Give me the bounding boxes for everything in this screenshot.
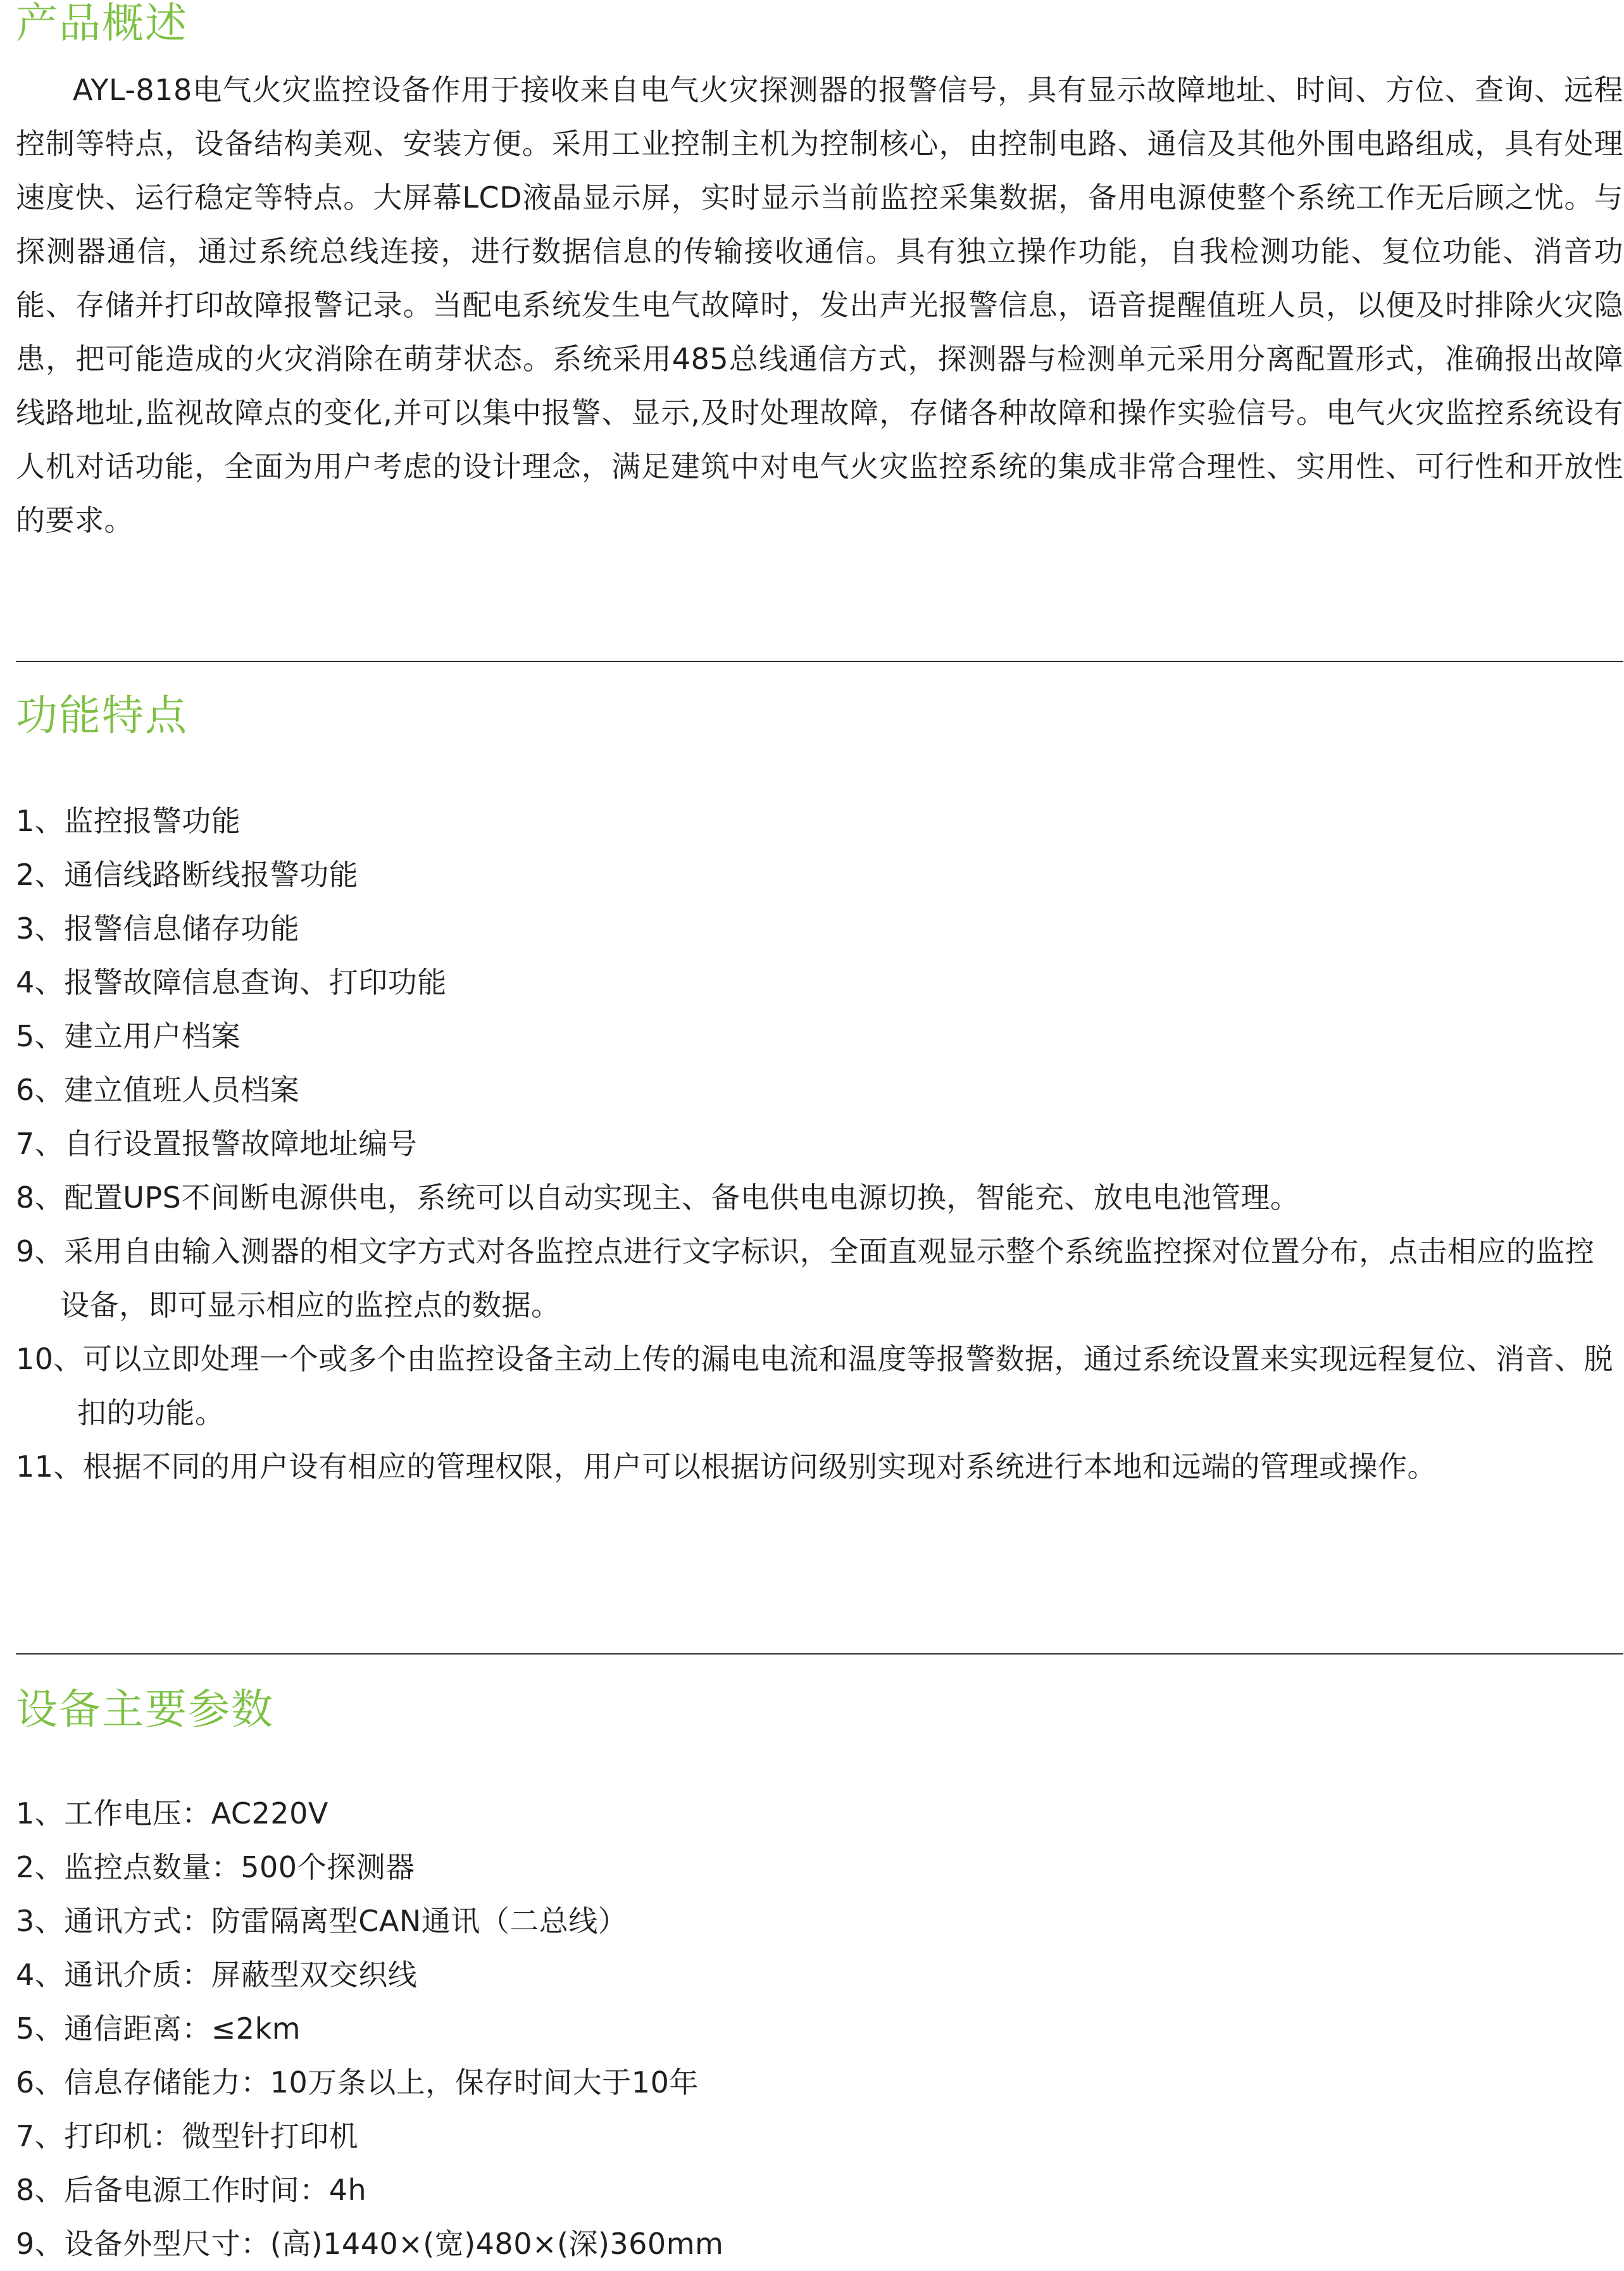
- feature-item: 5、建立用户档案: [16, 1019, 241, 1053]
- feature-item: 9、采用自由输入测器的相文字方式对各监控点进行文字标识，全面直观显示整个系统监控探对位置分布，点击相应的监控设备，即可显示相应的监控点的数据。: [16, 1234, 1595, 1322]
- feature-item: 1、监控报警功能: [16, 804, 241, 838]
- overview-paragraph: AYL-818电气火灾监控设备作用于接收来自电气火灾探测器的报警信号，具有显示故障地址、时间、方位、查询、远程控制等特点，设备结构美观、安装方便。采用工业控制主机为控制核心，由控制电路、通信及其他外围电路组成，具有处理速度快、运行稳定等特点。大屏幕LCD液晶显示屏，实时显示当前监控采集数据，备用电源使整个系统工作无后顾之忧。与探测器通信，通过系统总线连接，进行数据信息的传输接收通信。具有独立操作功能，自我检测功能、复位功能、消音功能、存储并打印故障报警记录。当配电系统发生电气故障时，发出声光报警信息，语音提醒值班人员，以便及时排除火灾隐患，把可能造成的火灾消除在萌芽状态。系统采用485总线通信方式，探测器与检测单元采用分离配置形式，准确报出故障线路地址,监视故障点的变化,并可以集中报警、显示,及时处理故障，存储各种故障和操作实验信号。电气火灾监控系统设有人机对话功能，全面为用户考虑的设计理念，满足建筑中对电气火灾监控系统的集成非常合理性、实用性、可行性和开放性的要求。: [16, 73, 1623, 537]
- feature-item: 7、自行设置报警故障地址编号: [16, 1127, 418, 1161]
- params-list: [16, 1787, 1623, 2271]
- param-item: 4、通讯介质：屏蔽型双交织线: [16, 1958, 418, 1992]
- features-list: [16, 794, 1623, 1494]
- section-divider: [16, 1653, 1623, 1655]
- feature-item: 10、可以立即处理一个或多个由监控设备主动上传的漏电电流和温度等报警数据，通过系统设置来实现远程复位、消音、脱扣的功能。: [16, 1342, 1614, 1430]
- param-item: 9、设备外型尺寸：(高)1440×(宽)480×(深)360mm: [16, 2227, 724, 2261]
- feature-item: 8、配置UPS不间断电源供电，系统可以自动实现主、备电供电电源切换，智能充、放电电池管理。: [16, 1180, 1300, 1215]
- param-item: 1、工作电压：AC220V: [16, 1796, 328, 1830]
- feature-item: 4、报警故障信息查询、打印功能: [16, 965, 447, 999]
- param-item: 6、信息存储能力：10万条以上，保存时间大于10年: [16, 2065, 699, 2099]
- feature-item: 3、报警信息储存功能: [16, 911, 300, 946]
- param-item: 3、通讯方式：防雷隔离型CAN通讯（二总线）: [16, 1904, 628, 1938]
- feature-item: 6、建立值班人员档案: [16, 1073, 300, 1107]
- param-item: 5、通信距离：≤2km: [16, 2011, 301, 2046]
- section-divider: [16, 661, 1623, 662]
- features-title: 功能特点: [16, 691, 188, 740]
- param-item: 7、打印机：微型针打印机: [16, 2119, 359, 2153]
- param-item: 2、监控点数量：500个探测器: [16, 1850, 415, 1884]
- param-item: 8、后备电源工作时间：4h: [16, 2173, 367, 2207]
- overview-title: 产品概述: [16, 0, 188, 47]
- feature-item: 11、根据不同的用户设有相应的管理权限，用户可以根据访问级别实现对系统进行本地和远端的管理或操作。: [16, 1449, 1437, 1484]
- feature-item: 2、通信线路断线报警功能: [16, 858, 359, 892]
- params-title: 设备主要参数: [16, 1685, 274, 1734]
